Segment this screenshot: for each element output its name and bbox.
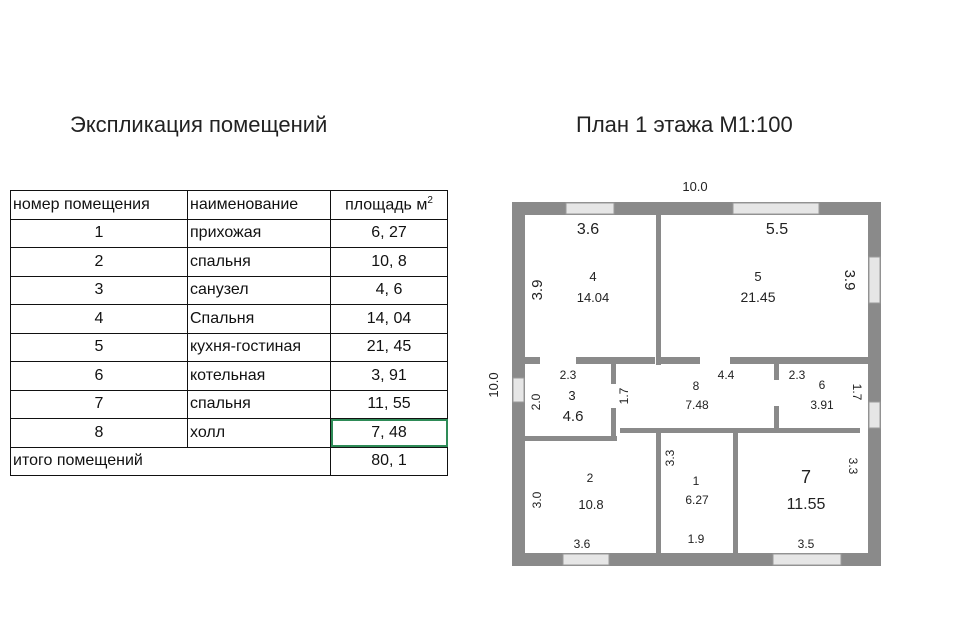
- wall: [525, 436, 617, 441]
- room-8-depth: 1.7: [617, 387, 631, 405]
- room-name[interactable]: кухня-гостиная: [188, 333, 331, 362]
- room-number[interactable]: 5: [11, 333, 188, 362]
- room-8-area: 7.48: [685, 398, 709, 412]
- room-name[interactable]: спальня: [188, 248, 331, 277]
- room-number[interactable]: 1: [11, 219, 188, 248]
- room-1-number: 1: [692, 474, 700, 488]
- room-8-width: 4.4: [717, 368, 735, 382]
- wall: [661, 357, 868, 364]
- room-5-number: 5: [754, 269, 762, 284]
- plan-title: План 1 этажа М1:100: [576, 112, 793, 137]
- room-3-area: 4.6: [562, 408, 584, 425]
- wall: [733, 430, 738, 553]
- room-7-number: 7: [800, 467, 812, 487]
- room-3-number: 3: [568, 388, 576, 403]
- room-name[interactable]: спальня: [188, 390, 331, 419]
- total-value[interactable]: 80, 1: [331, 447, 448, 476]
- room-7-width: 3.5: [797, 537, 815, 551]
- room-5-width: 5.5: [765, 221, 789, 238]
- room-area[interactable]: 11, 55: [331, 390, 448, 419]
- room-4-depth: 3.9: [529, 279, 546, 301]
- overall-width-label: 10.0: [682, 179, 708, 194]
- room-6-number: 6: [818, 378, 826, 392]
- room-area[interactable]: 3, 91: [331, 362, 448, 391]
- room-1-area: 6.27: [685, 493, 709, 507]
- total-label[interactable]: итого помещений: [11, 447, 331, 476]
- room-name[interactable]: котельная: [188, 362, 331, 391]
- room-7-area: 11.55: [786, 496, 826, 513]
- room-2-number: 2: [586, 471, 594, 485]
- room-name[interactable]: прихожая: [188, 219, 331, 248]
- room-area[interactable]: 14, 04: [331, 305, 448, 334]
- room-number[interactable]: 7: [11, 390, 188, 419]
- window: [869, 257, 880, 303]
- room-5-area: 21.45: [740, 289, 776, 305]
- door-opening: [540, 357, 576, 364]
- room-area[interactable]: 6, 27: [331, 219, 448, 248]
- room-3-width: 2.3: [559, 368, 577, 382]
- room-6-area: 3.91: [810, 398, 834, 412]
- window: [566, 203, 614, 214]
- room-name[interactable]: Спальня: [188, 305, 331, 334]
- room-5-depth: 3.9: [841, 269, 858, 291]
- header-area-sup: 2: [427, 195, 433, 207]
- room-4-width: 3.6: [576, 221, 600, 238]
- room-2-depth: 3.0: [530, 491, 544, 509]
- door-opening: [700, 357, 730, 364]
- explication-title: Экспликация помещений: [70, 112, 328, 137]
- wall: [656, 215, 661, 365]
- window: [563, 554, 609, 565]
- room-8-number: 8: [692, 379, 700, 393]
- room-2-area: 10.8: [578, 497, 604, 512]
- room-area[interactable]: 10, 8: [331, 248, 448, 277]
- room-4-number: 4: [589, 269, 597, 284]
- window: [733, 203, 819, 214]
- window: [773, 554, 841, 565]
- room-number[interactable]: 2: [11, 248, 188, 277]
- room-7-depth: 3.3: [846, 457, 860, 475]
- header-area-label: площадь м: [345, 196, 428, 214]
- room-number[interactable]: 8: [11, 419, 188, 448]
- header-name: наименование: [188, 191, 331, 220]
- room-number[interactable]: 3: [11, 276, 188, 305]
- wall: [656, 430, 661, 553]
- room-name[interactable]: санузел: [188, 276, 331, 305]
- room-3-depth: 2.0: [529, 393, 543, 411]
- room-area[interactable]: 4, 6: [331, 276, 448, 305]
- overall-depth-label: 10.0: [486, 372, 501, 398]
- window: [513, 378, 524, 402]
- room-6-width: 2.3: [788, 368, 806, 382]
- room-number[interactable]: 4: [11, 305, 188, 334]
- room-1-depth: 3.3: [663, 449, 677, 467]
- room-2-width: 3.6: [573, 537, 591, 551]
- door-opening: [774, 380, 779, 406]
- room-number[interactable]: 6: [11, 362, 188, 391]
- room-area[interactable]: 21, 45: [331, 333, 448, 362]
- window: [869, 402, 880, 428]
- header-number: номер помещения: [11, 191, 188, 220]
- room-6-depth: 1.7: [850, 383, 864, 401]
- room-4-area: 14.04: [576, 290, 610, 305]
- room-1-width: 1.9: [687, 532, 705, 546]
- room-name[interactable]: холл: [188, 419, 331, 448]
- room-area-selected-cell[interactable]: 7, 48: [331, 419, 448, 448]
- door-opening: [611, 384, 616, 408]
